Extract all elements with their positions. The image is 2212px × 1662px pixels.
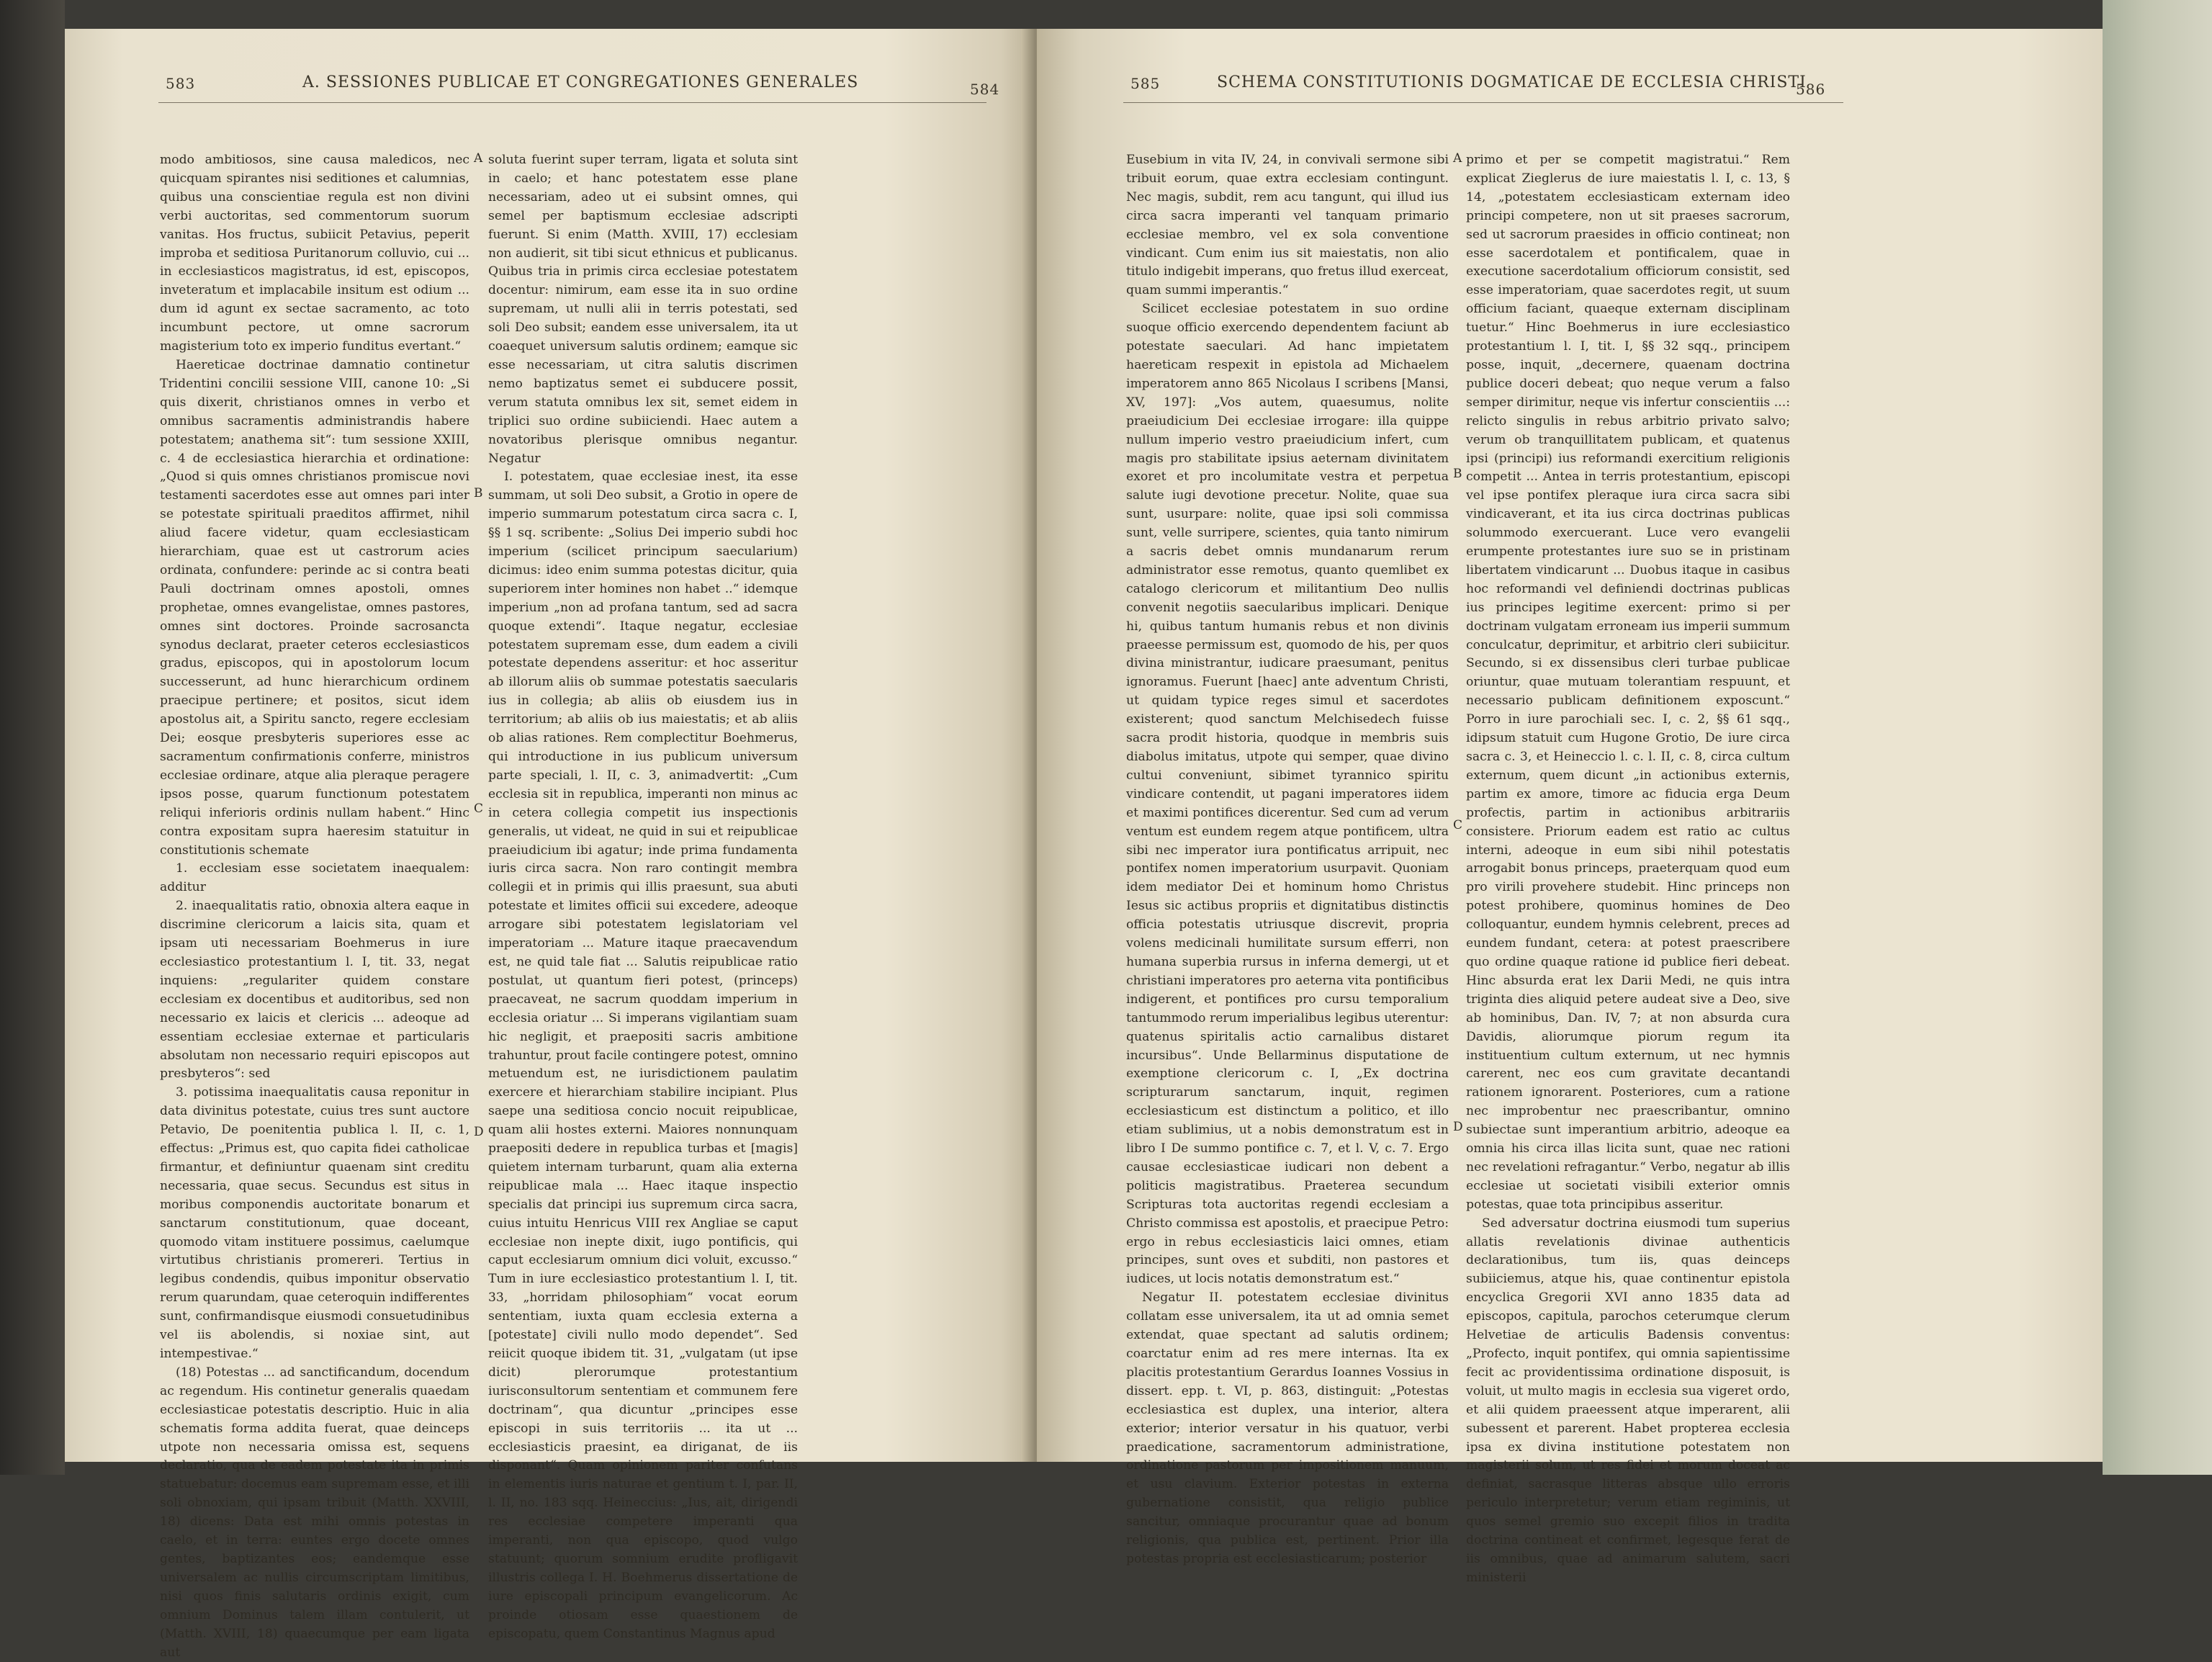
paragraph: 2. inaequalitatis ratio, obnoxia altera eaque in discrimine clericorum a laicis sita, quam et ipsam uti necessariam Boehmerus in iure ecclesiastico protestantium l. I, tit. 33, negat inquiens: „regulariter quidem constare ecclesiam ex docentibus et auditoribus, sed non necessario ex laicis et clericis ... adeoque ad essentiam ecclesiae externae et particularis absolutam non necessario requiri episcopos aut presbyteros“: sed	[160, 899, 469, 1082]
left-column-2	[488, 151, 798, 1641]
paragraph: Scilicet ecclesiae potestatem in suo ordine suoque officio exercendo dependentem faciunt ab potestate saeculari. Ad hanc impietatem haereticam respexit in epistola ad Michaelem imperatorem anno 865 Nicolaus I scribens [Mansi, XV, 197]: „Vos autem, quaesumus, nolite praeiudicium Dei ecclesiae irrogare: illa quippe nullum imperio vestro praeiudicium infert, cum magis pro stabilitate ipsius aeternam divinitatem exoret et pro incolumitate vestra et perpetua salute iugi devotione precetur. Nolite, quae sua sunt, usurpare: nolite, quae ipsi soli commissa sunt, velle surripere, scientes, quia tanto nimirum a sacris debet omnis mundanarum rerum administrator esse remotus, quanto quemlibet ex catalogo clericorum et militantium Deo nullis convenit negotiis saecularibus implicari. Denique hi, quibus tantum humanis rebus et non divinis praeesse permissum est, quomodo de his, per quos divina ministrantur, iudicare praesumant, penitus ignoramus. Fuerunt [haec] ante adventum Christi, ut quidam typice reges simul et sacerdotes existerent; quod sanctum Melchisedech fuisse sacra prodit historia, quodque in membris suis diabolus imitatus, utpote qui semper, quae divino cultui conveniunt, sibimet tyrannico spiritu vindicare contendit, ut pagani imperatores iidem et maximi pontifices dicerentur. Sed cum ad verum ventum est eundem regem atque pontificem, ultra sibi nec imperator iura pontificatus arripuit, nec pontifex nomen imperatorium usurpavit. Quoniam idem mediator Dei et hominum homo Christus Iesus sic actibus propriis et dignitatibus distinctis officia potestatis utriusque discrevit, propria volens medicinali humilitate sursum efferri, non humana superbia rursus in inferna demergi, ut et christiani imperatores pro aeterna vita pontificibus indigerent, et pontifices pro cursu temporalium tantummodo rerum imperialibus legibus uterentur: quatenus spiritalis actio carnalibus distaret incursibus“. Unde Bellarminus disputatione de exemptione clericorum c. I, „Ex doctrina scripturarum sanctarum, inquit, regimen ecclesiasticum est distinctum a politico, et illo etiam sublimius, ut a nobis demonstratum est in libro I De summo pontifice c. 7, et l. V, c. 7. Ergo causae ecclesiasticae iudicari non debent a politicis magistratibus. Praeterea secundum Scripturas tota auctoritas regendi ecclesiam a Christo commissa est apostolis, et praecipue Petro: ergo in rebus ecclesiasticis laici omnes, etiam principes, sunt oves et subditi, non pastores et iudices, ut locis notatis demonstratum est.“	[1126, 302, 1449, 1287]
book-fore-edge	[2103, 0, 2212, 1475]
right-column-2	[1466, 151, 1790, 1585]
page-number-584: 584	[970, 81, 1000, 98]
page-number-586: 586	[1796, 81, 1826, 98]
paragraph: Sed adversatur doctrina eiusmodi tum superius allatis revelationis divinae authenticis declarationibus, tum iis, quas deinceps subiiciemus, atque his, quae continentur epistola encyclica Gregorii XVI anno 1835 data ad episcopos, capitula, parochos ceterumque clerum Helvetiae de articulis Badensis conventus: „Profecto, inquit pontifex, qui omnia sapientissime fecit ac providentissima ordinatione disposuit, is voluit, ut multo magis in ecclesia sua vigeret ordo, et alii quidem praeessent atque imperarent, alii subessent et parerent. Habet propterea ecclesia ipsa ex divina institutione potestatem non magisterii solum, ut res fidei et morum doceat ac definiat, sacrasque litteras absque ullo erroris periculo interpretetur; verum etiam regiminis, ut quos semel gremio suo excepit filios in tradita doctrina contineat et confirmet, legesque ferat de iis omnibus, quae ad animarum salutem, sacri ministerii	[1466, 1216, 1790, 1585]
paragraph: primo et per se competit magistratui.“ Rem explicat Zieglerus de iure maiestatis l. I, c. 13, § 14, „potestatem ecclesiasticam externam ideo principi competere, non ut sit praeses sacrorum, sed ut sacrorum praesides in officio contineat; non esse sacerdotalem et pontificalem, quae in executione sacerdotalium officiorum consistit, sed esse imperatoriam, quae sacerdotes regit, ut suum officium faciant, quaeque externam disciplinam tuetur.“ Hinc Boehmerus in iure ecclesiastico protestantium l. I, tit. I, §§ 32 sqq., principem posse, inquit, „decernere, quaenam doctrina publice doceri debeat; quo neque verum a falso semper dirimitur, neque vis infertur conscientiis ...: relicto singulis in rebus arbitrio privato salvo; verum ob tranquillitatem publicam, et quatenus ipsi (principi) ius reformandi exercitium religionis competit ... Antea in terris protestantium, episcopi vel ipse pontifex pleraque iura circa sacra sibi vindicaverant, et ita ius circa doctrinas publicas solummodo exercuerant. Luce vero evangelii erumpente protestantes iure suo se in pristinam libertatem vindicarunt ... Duobus itaque in casibus hoc reformandi vel definiendi doctrinas publicas ius principes legitime exercent: primo si per doctrinam vulgatam erroneam ius imperii summum conculcatur, deprimitur, et arbitrio cleri subiicitur. Secundo, si ex dissensibus cleri turbae publicae oriuntur, quae mutuam tolerantiam respuunt, et necessario publicam definitionem exposcunt.“ Porro in iure parochiali sec. I, c. 2, §§ 61 sqq., idipsum statuit cum Hugone Grotio, De iure circa sacra c. 3, et Heineccio l. c. l. II, c. 8, circa cultum externum, quem dicunt „in actionibus externis, partim ex amore, timore ac fiducia erga Deum profectis, partim in actionibus arbitrariis consistere. Priorum eadem est ratio ac cultus interni, adeoque in eum sibi nihil potestatis arrogabit bonus princeps, praeterquam quod eum pro virili provehere studebit. Hinc princeps non potest prohibere, quominus homines de Deo colloquantur, eundem hymnis celebrent, preces ad eundem fundant, cetera: at potest praescribere quo ordine quaque ratione id publice fieri debeat. Hinc absurda erat lex Darii Medi, ne quis intra triginta dies aliquid petere audeat sive a Deo, sive ab hominibus, Dan. IV, 7; at non absurda cura Davidis, aliorumque piorum regum ita instituentium cultum externum, ut nec hymnis carerent, nec eos cum gravitate decantandi rationem ignorarent. Posteriores, cum a ratione nec improbentur nec praescribantur, omnino subiectae sunt imperantium arbitrio, adeoque ea omnia his circa illas licita sunt, quae nec rationi nec revelationi refragantur.“ Verbo, negatur ab illis ecclesiae ut societati visibili exterior omnis potestas, quae tota principibus asseritur.	[1466, 153, 1790, 1212]
left-running-head	[65, 73, 1030, 102]
right-head-rule	[1123, 102, 1843, 103]
margin-marker-a: A	[474, 151, 483, 166]
right-page	[1037, 29, 2103, 1585]
margin-marker-b: B	[1453, 467, 1462, 481]
left-head-rule	[158, 102, 986, 103]
left-running-title: A. SESSIONES PUBLICAE ET CONGREGATIONES GENERALES	[302, 73, 859, 91]
right-running-head	[1037, 73, 2103, 102]
paragraph: Negatur II. potestatem ecclesiae divinitus collatam esse universalem, ita ut ad omnia semet extendat, quae spectant ad salutis ordinem; coarctatur enim ad res mere internas. Ita ex placitis protestantium Gerardus Ioannes Vossius in dissert. epp. t. VI, p. 863, distinguit: „Potestas ecclesiastica est duplex, una interior, altera exterior; interior versatur in his quatuor, verbi praedicatione, sacramentorum administratione, ordinatione pastorum per impositionem manuum, et usu clavium. Exterior potestas in externa gubernatione consistit, qua religio publice sancitur, omniaque procurantur quae ad bonum religionis, qua publica est, pertinent. Prior illa potestas propria est ecclesiasticarum; posterior	[1126, 1290, 1449, 1566]
left-page	[65, 29, 1030, 1660]
paragraph: (18) Potestas ... ad sanctificandum, docendum ac regendum. His continetur generalis quaedam ecclesiasticae potestatis descriptio. Huic in alia schematis forma addita fuerat, quae deinceps utpote non necessaria omissa est, sequens declaratio, qua de eadem potestate ita in primis statuebatur: docemus eam supremam esse, et illi soli obnoxiam, qui ipsam tribuit (Matth. XXVIII, 18) dicens: Data est mihi omnis potestas in caelo, et in terra: euntes ergo docete omnes gentes, baptizantes eos; eandemque esse universalem ac nullis circumscriptam limitibus, nisi quos finis salutaris ordinis exigit, cum omnium Dominus talem illam contulerit, ut (Matth. XVIII, 18) quaecumque per eam ligata aut	[160, 1365, 469, 1660]
margin-marker-d: D	[474, 1125, 484, 1139]
paragraph: Haereticae doctrinae damnatio continetur Tridentini concilii sessione VIII, canone 10: „Si quis dixerit, christianos omnes in verbo et omnibus sacramentis administrandis habere potestatem; anathema sit“: tum sessione XXIII, c. 4 de ecclesiastica hierarchia et ordinatione: „Quod si quis omnes christianos promiscue novi testamenti sacerdotes esse aut omnes pari inter se potestate spirituali praeditos affirmet, nihil aliud facere videtur, quam ecclesiasticam hierarchiam, quae est ut castrorum acies ordinata, confundere: perinde ac si contra beati Pauli doctrinam omnes apostoli, omnes prophetae, omnes evangelistae, omnes pastores, omnes sint doctores. Proinde sacrosancta synodus declarat, praeter ceteros ecclesiasticos gradus, episcopos, qui in apostolorum locum successerunt, ad hunc hierarchicum ordinem praecipue pertinere; et positos, sicut idem apostolus ait, a Spiritu sancto, regere ecclesiam Dei; eosque presbyteris superiores esse ac sacramentum confirmationis conferre, ministros ecclesiae ordinare, atque alia pleraque peragere ipsos posse, quarum functionum potestatem reliqui inferioris ordinis nullam habent.“ Hinc contra expositam supra haeresim statuitur in constitutionis schemate	[160, 357, 469, 858]
margin-marker-d: D	[1453, 1120, 1463, 1134]
page-number-583: 583	[166, 75, 196, 92]
paragraph: 3. potissima inaequalitatis causa reponitur in data divinitus potestate, cuius tres sunt auctore Petavio, De poenitentia publica l. II, c. 1, effectus: „Primus est, quo capita fidei catholicae firmantur, et definiuntur quaenam sint creditu necessaria, quae secus. Secundus est situs in moribus componendis auctoritate bonarum et sanctarum constitutionum, quae doceant, quomodo vitam instituere possimus, caelumque virtutibus christianis promereri. Tertius in legibus condendis, quibus imponitur observatio rerum quarundam, quae ceteroquin indifferentes sunt, confirmandisque eiusmodi consuetudinibus vel iis abolendis, si noxiae sint, aut intempestivae.“	[160, 1085, 469, 1361]
book-binding-left	[0, 0, 65, 1475]
paragraph: modo ambitiosos, sine causa maledicos, nec quicquam spirantes nisi seditiones et calumnias, quibus una conscientiae regula est non divini verbi auctoritas, sed commentorum suorum vanitas. Hos fructus, subiicit Petavius, peperit improba et seditiosa Puritanorum colluvio, cui ... in ecclesiasticos magistratus, id est, episcopos, inveteratum et implacabile insitum est odium ... dum id agunt ex sectae sacramento, ac toto incumbunt pectore, ut omne sacrorum magisterium toto ex imperio funditus evertant.“	[160, 153, 469, 354]
page-number-585: 585	[1130, 75, 1161, 92]
margin-marker-a: A	[1453, 151, 1462, 166]
left-column-1	[160, 151, 469, 1660]
paragraph: 1. ecclesiam esse societatem inaequalem: additur	[160, 861, 469, 895]
margin-marker-b: B	[474, 486, 483, 500]
paragraph: I. potestatem, quae ecclesiae inest, ita esse summam, ut soli Deo subsit, a Grotio in opere de imperio summarum potestatum circa sacra c. I, §§ 1 sq. scribente: „Solius Dei imperio subdi hoc imperium (scilicet principum saecularium) dicimus: ideo enim summa potestas dicitur, quia superiorem inter homines non habet ..“ idemque imperium „non ad profana tantum, sed ad sacra quoque extendi“. Itaque negatur, ecclesiae potestatem supremam esse, dum eadem a civili potestate dependens asseritur: et hoc asseritur ab illorum aliis ob summae potestatis saecularis ius in collegia; ab aliis ob eiusdem ius in territorium; ab aliis ob ius maiestatis; et ab aliis ob alias rationes. Rem complectitur Boehmerus, qui introductione in ius publicum universum parte speciali, l. II, c. 3, animadvertit: „Cum ecclesia sit in republica, imperanti non minus ac in cetera collegia competit ius inspectionis generalis, ut videat, ne quid in sui et reipublicae praeiudicium ibi agatur; inde prima fundamenta iuris circa sacra. Non raro contingit membra collegii et in primis qui illis praesunt, sua abuti potestate et limites officii sui excedere, adeoque arrogare sibi potestatem legislatoriam vel imperatoriam ... Mature itaque praecavendum est, ne quid tale fiat ... Salutis reipublicae ratio postulat, ut quantum fieri potest, (princeps) praecaveat, ne sacrum quoddam imperium in ecclesia oriatur ... Si imperans vigilantiam suam hic negligit, et praepositi sacris ambitione trahuntur, prout facile contingere potest, omnino metuendum est, ne iurisdictionem paulatim exercere et hierarchiam stabilire incipiant. Plus saepe una seditiosa concio nocuit reipublicae, quam alii hostes externi. Maiores nonnunquam praepositi dedere in republica turbas et [magis] quietem internam turbarunt, quam alia externa reipublicae mala ... Haec itaque inspectio specialis dat principi ius supremum circa sacra, cuius intuitu Henricus VIII rex Angliae se caput ecclesiae non inepte dixit, iugo pontificis, qui caput ecclesiarum omnium dici voluit, excusso.“ Tum in iure ecclesiastico protestantium l. I, tit. 33, „horridam philosophiam“ vocat eorum sententiam, iuxta quam ecclesia externa a [potestate] civili nullo modo dependet“. Sed reiicit quoque ibidem tit. 31, „vulgatam (ut ipse dicit) plerorumque protestantium iurisconsultorum sententiam et communem fere doctrinam“, qua dicuntur „principes esse episcopi in suis territoriis ... ita ut ... ecclesiasticis praesint, ea diriganat, de iis disponant“. Quam opinionem pariter confutans in elementis iuris naturae et gentium t. I, par. II, l. II, no. 183 sqq. Heineccius: „Ius, ait, dirigendi res ecclesiae competere imperanti qua imperanti, non qua episcopo, quod vulgo statuunt; quorum somnium erudite profligavit illustris collega I. H. Boehmerus dissertatione de iure episcopali principum evangelicorum. Ac proinde otiosam esse quaestionem de episcopatu, quem Constantinus Magnus apud	[488, 470, 798, 1641]
right-running-title: SCHEMA CONSTITUTIONIS DOGMATICAE DE ECCLESIA CHRISTI	[1217, 73, 1807, 91]
right-column-1	[1126, 151, 1449, 1566]
margin-marker-c: C	[1453, 818, 1463, 832]
paragraph: soluta fuerint super terram, ligata et soluta sint in caelo; et hanc potestatem esse plane necessariam, adeo ut ei subsint omnes, qui semel per baptismum ecclesiae adscripti fuerunt. Si enim (Matth. XVIII, 17) ecclesiam non audierit, sit tibi sicut ethnicus et publicanus. Quibus tria in primis circa ecclesiae potestatem docentur: nimirum, eam esse ita in suo ordine supremam, ut nulli alii in terris potestati, sed soli Deo subsit; eandem esse universalem, ita ut coaequet universum salutis ordinem; eamque sic esse necessariam, ut citra salutis discrimen nemo baptizatus semet ei subducere possit, verum statuta omnibus lex sit, semet eidem in triplici suo ordine subiiciendi. Haec autem a novatoribus plerisque omnibus negantur. Negatur	[488, 153, 798, 466]
margin-marker-c: C	[474, 801, 484, 816]
paragraph: Eusebium in vita IV, 24, in convivali sermone sibi tribuit eorum, quae extra ecclesiam contingunt. Nec magis, subdit, rem acu tangunt, qui illud ius circa sacra imperanti vel tanquam primario ecclesiae membro, vel ex sola conventione vindicant. Cum enim ius sit maiestatis, non alio titulo indigebit imperans, quo fretus illud exerceat, quam summi imperantis.“	[1126, 153, 1449, 298]
